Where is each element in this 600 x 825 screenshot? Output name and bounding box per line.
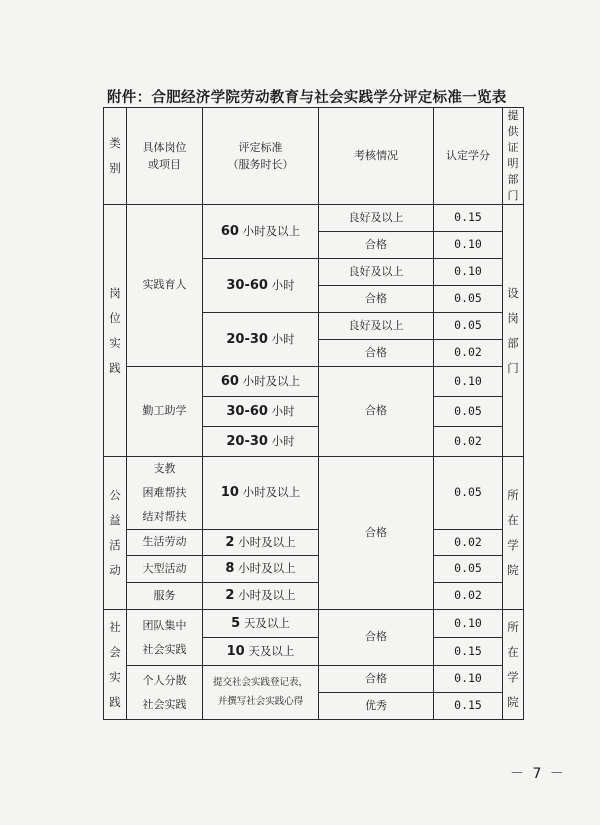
credit-cell: 0.15 (434, 205, 503, 232)
standard-cell: 30-60 小时 (203, 259, 319, 313)
standard-cell: 20-30 小时 (203, 313, 319, 367)
assessment-cell: 合格 (319, 232, 434, 259)
standard-cell: 60 小时及以上 (203, 205, 319, 259)
credit-cell: 0.02 (434, 530, 503, 556)
table-row (104, 556, 524, 583)
credit-cell: 0.10 (434, 610, 503, 638)
item-individual-practice: 个人分散 社会实践 (127, 666, 203, 720)
table-row (104, 205, 524, 232)
credit-cell: 0.05 (434, 556, 503, 583)
dept-social-practice: 所在学院 (503, 610, 524, 720)
header-standard: 评定标准 （服务时长） (203, 108, 319, 205)
assessment-cell: 合格 (319, 286, 434, 313)
standard-cell: 提交社会实践登记表， 并撰写社会实践心得 (203, 666, 319, 720)
table-row (104, 367, 524, 397)
item-cell: 支教 困难帮扶 结对帮扶 (127, 457, 203, 530)
header-dept: 提供证明部门 (503, 108, 524, 205)
table-row (104, 457, 524, 530)
credit-cell: 0.02 (434, 583, 503, 610)
credit-cell: 0.02 (434, 340, 503, 367)
header-category: 类别 (104, 108, 127, 205)
assessment-cell: 合格 (319, 457, 434, 610)
header-row (104, 108, 524, 205)
table-row (104, 530, 524, 556)
standard-cell: 30-60 小时 (203, 397, 319, 427)
credit-standards-table (103, 107, 524, 720)
header-credit: 认定学分 (434, 108, 503, 205)
credit-cell: 0.05 (434, 397, 503, 427)
credit-cell: 0.05 (434, 313, 503, 340)
standard-cell: 2 小时及以上 (203, 530, 319, 556)
item-cell: 大型活动 (127, 556, 203, 583)
assessment-cell: 良好及以上 (319, 205, 434, 232)
credit-cell: 0.05 (434, 457, 503, 530)
credit-cell: 0.15 (434, 638, 503, 666)
credit-cell: 0.15 (434, 693, 503, 720)
assessment-cell: 良好及以上 (319, 313, 434, 340)
dept-public-welfare: 所在学院 (503, 457, 524, 610)
credit-cell: 0.02 (434, 427, 503, 457)
credit-cell: 0.10 (434, 666, 503, 693)
page-title: 附件：合肥经济学院劳动教育与社会实践学分评定标准一览表 (107, 89, 507, 106)
assessment-cell: 合格 (319, 340, 434, 367)
standard-cell: 8 小时及以上 (203, 556, 319, 583)
table-row (104, 610, 524, 638)
category-public-welfare: 公益活动 (104, 457, 127, 610)
dept-post-practice: 设岗部门 (503, 205, 524, 457)
credit-cell: 0.10 (434, 259, 503, 286)
category-post-practice: 岗位实践 (104, 205, 127, 457)
item-team-practice: 团队集中 社会实践 (127, 610, 203, 666)
credit-cell: 0.05 (434, 286, 503, 313)
table-row (104, 583, 524, 610)
page-number: － 7 － (510, 766, 566, 782)
assessment-cell: 合格 (319, 666, 434, 693)
standard-cell: 10 小时及以上 (203, 457, 319, 530)
assessment-cell: 合格 (319, 367, 434, 457)
category-social-practice: 社会实践 (104, 610, 127, 720)
standard-cell: 2 小时及以上 (203, 583, 319, 610)
standard-cell: 10 天及以上 (203, 638, 319, 666)
standard-cell: 60 小时及以上 (203, 367, 319, 397)
item-cell: 服务 (127, 583, 203, 610)
item-cell: 生活劳动 (127, 530, 203, 556)
credit-cell: 0.10 (434, 232, 503, 259)
credit-cell: 0.10 (434, 367, 503, 397)
header-item: 具体岗位 或项目 (127, 108, 203, 205)
header-assessment: 考核情况 (319, 108, 434, 205)
table-row (104, 666, 524, 693)
assessment-cell: 优秀 (319, 693, 434, 720)
item-practice-edu: 实践育人 (127, 205, 203, 367)
assessment-cell: 良好及以上 (319, 259, 434, 286)
standard-cell: 20-30 小时 (203, 427, 319, 457)
standard-cell: 5 天及以上 (203, 610, 319, 638)
assessment-cell: 合格 (319, 610, 434, 666)
item-work-study: 勤工助学 (127, 367, 203, 457)
